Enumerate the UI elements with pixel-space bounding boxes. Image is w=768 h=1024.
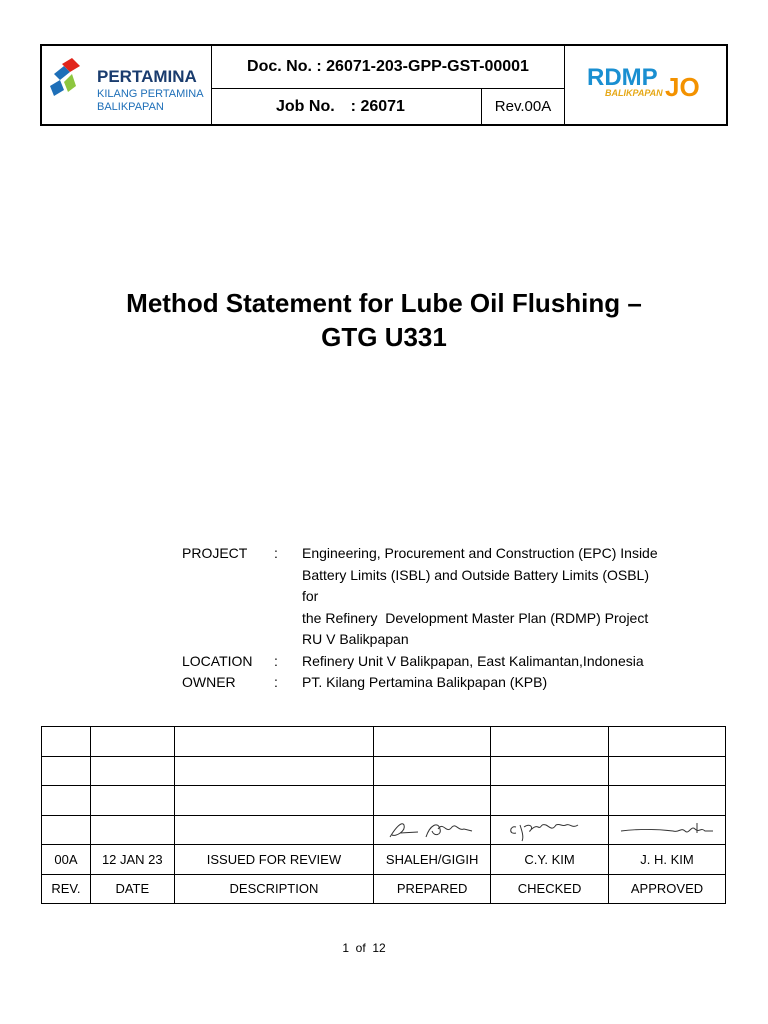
date-cell: 12 JAN 23 (90, 845, 174, 875)
pertamina-logo (42, 46, 212, 124)
checked-signature (491, 815, 609, 845)
title-line-1: Method Statement for Lube Oil Flushing – (126, 288, 642, 318)
table-cell (42, 815, 91, 845)
project-info (182, 543, 682, 694)
table-cell (491, 756, 609, 786)
table-cell (42, 756, 91, 786)
info-key: PROJECT (182, 545, 248, 561)
table-cell (609, 727, 726, 757)
pertamina-sub1-text: KILANG PERTAMINA (97, 88, 204, 100)
table-cell (609, 786, 726, 816)
title-line-2: GTG U331 (321, 322, 447, 352)
table-cell (491, 786, 609, 816)
table-cell (491, 727, 609, 757)
table-cell (609, 756, 726, 786)
approved-cell: J. H. KIM (609, 845, 726, 875)
revision-label: Rev.00A (494, 98, 552, 115)
pertamina-sub2-text: BALIKPAPAN (97, 101, 164, 113)
header-approved: APPROVED (609, 874, 726, 904)
info-row-owner (182, 672, 682, 694)
rdmp-text: RDMP (587, 64, 658, 91)
header-rev: REV. (42, 874, 91, 904)
pertamina-brand-text: PERTAMINA (97, 67, 197, 86)
table-row (42, 845, 726, 875)
prepared-cell: SHALEH/GIGIH (374, 845, 491, 875)
header-center (212, 46, 564, 124)
approved-signature (609, 815, 726, 845)
table-cell (374, 756, 491, 786)
table-row-signatures (42, 815, 726, 845)
table-cell (174, 727, 374, 757)
document-header (40, 44, 728, 126)
table-cell (42, 786, 91, 816)
document-title (60, 286, 708, 354)
table-row-empty (42, 756, 726, 786)
info-value (302, 651, 662, 673)
table-cell (174, 786, 374, 816)
info-row-project (182, 543, 682, 651)
table-cell (374, 727, 491, 757)
jo-text: JO (665, 72, 700, 102)
revision-table (41, 726, 726, 904)
info-colon: : (274, 545, 278, 561)
table-cell (42, 727, 91, 757)
signature-icon (500, 817, 600, 843)
info-value-line: the Refinery Development Master Plan (RDMP) Project (302, 609, 649, 626)
table-cell (90, 727, 174, 757)
header-date: DATE (90, 874, 174, 904)
page-number: 1 of 12 (342, 941, 386, 955)
job-value: : 26071 (350, 97, 405, 115)
info-value-line: Battery Limits (ISBL) and Outside Battery Limits (OSBL) for (302, 566, 650, 604)
table-cell (174, 756, 374, 786)
rdmp-sub-text: BALIKPAPAN (605, 88, 663, 98)
table-cell (90, 815, 174, 845)
header-checked: CHECKED (491, 874, 609, 904)
doc-number: Doc. No. : 26071-203-GPP-GST-00001 (212, 46, 564, 89)
signature-icon (382, 817, 482, 843)
info-key: LOCATION (182, 652, 253, 669)
info-value-line: PT. Kilang Pertamina Balikpapan (KPB) (302, 674, 548, 690)
signature-icon (617, 817, 717, 843)
info-value-line: RU V Balikpapan (302, 631, 409, 647)
info-colon: : (274, 652, 278, 669)
header-description: DESCRIPTION (174, 874, 374, 904)
table-cell (90, 756, 174, 786)
info-value (302, 672, 662, 694)
job-label: Job No. (276, 97, 335, 115)
prepared-signature (374, 815, 491, 845)
job-number (212, 89, 482, 124)
table-cell (174, 815, 374, 845)
info-value-line: Refinery Unit V Balikpapan, East Kalimantan,Indonesia (302, 652, 644, 669)
header-prepared: PREPARED (374, 874, 491, 904)
rev-cell: 00A (42, 845, 91, 875)
description-cell: ISSUED FOR REVIEW (174, 845, 374, 875)
info-colon: : (274, 674, 278, 690)
rdmp-jo-logo (564, 46, 727, 124)
info-key: OWNER (182, 674, 236, 690)
info-value (302, 543, 662, 651)
table-row-empty (42, 786, 726, 816)
info-value-line: Engineering, Procurement and Construction (EPC) Inside (302, 545, 658, 561)
info-row-location (182, 651, 682, 673)
table-cell (374, 786, 491, 816)
table-row-empty (42, 727, 726, 757)
table-cell (90, 786, 174, 816)
table-header-row (42, 874, 726, 904)
checked-cell: C.Y. KIM (491, 845, 609, 875)
